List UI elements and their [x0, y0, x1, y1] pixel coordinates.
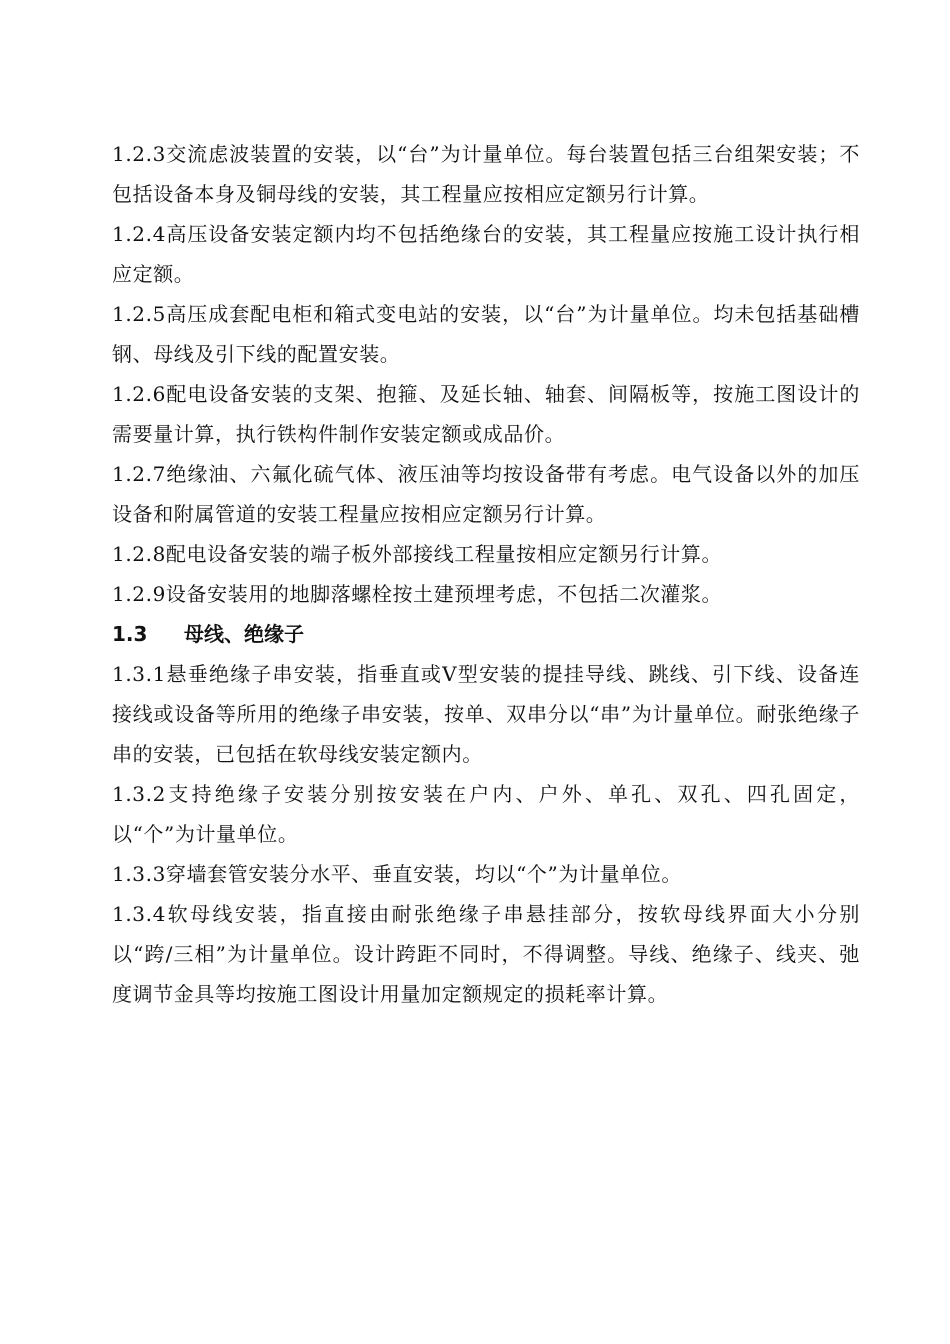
paragraph-1-2-9: 1.2.9设备安装用的地脚落螺栓按土建预埋考虑，不包括二次灌浆。	[112, 582, 723, 606]
document-page	[112, 134, 860, 1014]
paragraph-1-2-5: 1.2.5高压成套配电柜和箱式变电站的安装，以“台”为计量单位。均未包括基础槽钢、母线及引下线的配置安装。	[112, 302, 860, 366]
paragraph-1-2-3: 1.2.3交流虑波装置的安装，以“台”为计量单位。每台装置包括三台组架安装；不包括设备本身及铜母线的安装，其工程量应按相应定额另行计算。	[112, 142, 860, 206]
paragraph-1-2-6: 1.2.6配电设备安装的支架、抱箍、及延长轴、轴套、间隔板等，按施工图设计的需要量计算，执行铁构件制作安装定额或成品价。	[112, 382, 860, 446]
paragraph-1-2-4: 1.2.4高压设备安装定额内均不包括绝缘台的安装，其工程量应按施工设计执行相应定额。	[112, 222, 860, 286]
paragraph-1-3-4: 1.3.4软母线安装，指直接由耐张绝缘子串悬挂部分，按软母线界面大小分别以“跨/三相”为计量单位。设计跨距不同时，不得调整。导线、绝缘子、线夹、弛度调节金具等均按施工图设计用量加定额规定的损耗率计算。	[112, 902, 860, 1006]
section-number: 1.3	[112, 622, 148, 646]
section-title: 母线、绝缘子	[184, 622, 304, 646]
paragraph-1-3-3: 1.3.3穿墙套管安装分水平、垂直安装，均以“个”为计量单位。	[112, 862, 682, 886]
paragraph-1-3-2: 1.3.2支持绝缘子安装分别按安装在户内、户外、单孔、双孔、四孔固定，以“个”为计量单位。	[112, 782, 860, 846]
paragraph-1-2-8: 1.2.8配电设备安装的端子板外部接线工程量按相应定额另行计算。	[112, 542, 723, 566]
paragraph-1-3-1: 1.3.1悬垂绝缘子串安装，指垂直或V型安装的提挂导线、跳线、引下线、设备连接线或设备等所用的绝缘子串安装，按单、双串分以“串”为计量单位。耐张绝缘子串的安装，已包括在软母线安装定额内。	[112, 662, 860, 766]
section-heading	[112, 614, 860, 654]
paragraph-1-2-7: 1.2.7绝缘油、六氟化硫气体、液压油等均按设备带有考虑。电气设备以外的加压设备和附属管道的安装工程量应按相应定额另行计算。	[112, 462, 860, 526]
